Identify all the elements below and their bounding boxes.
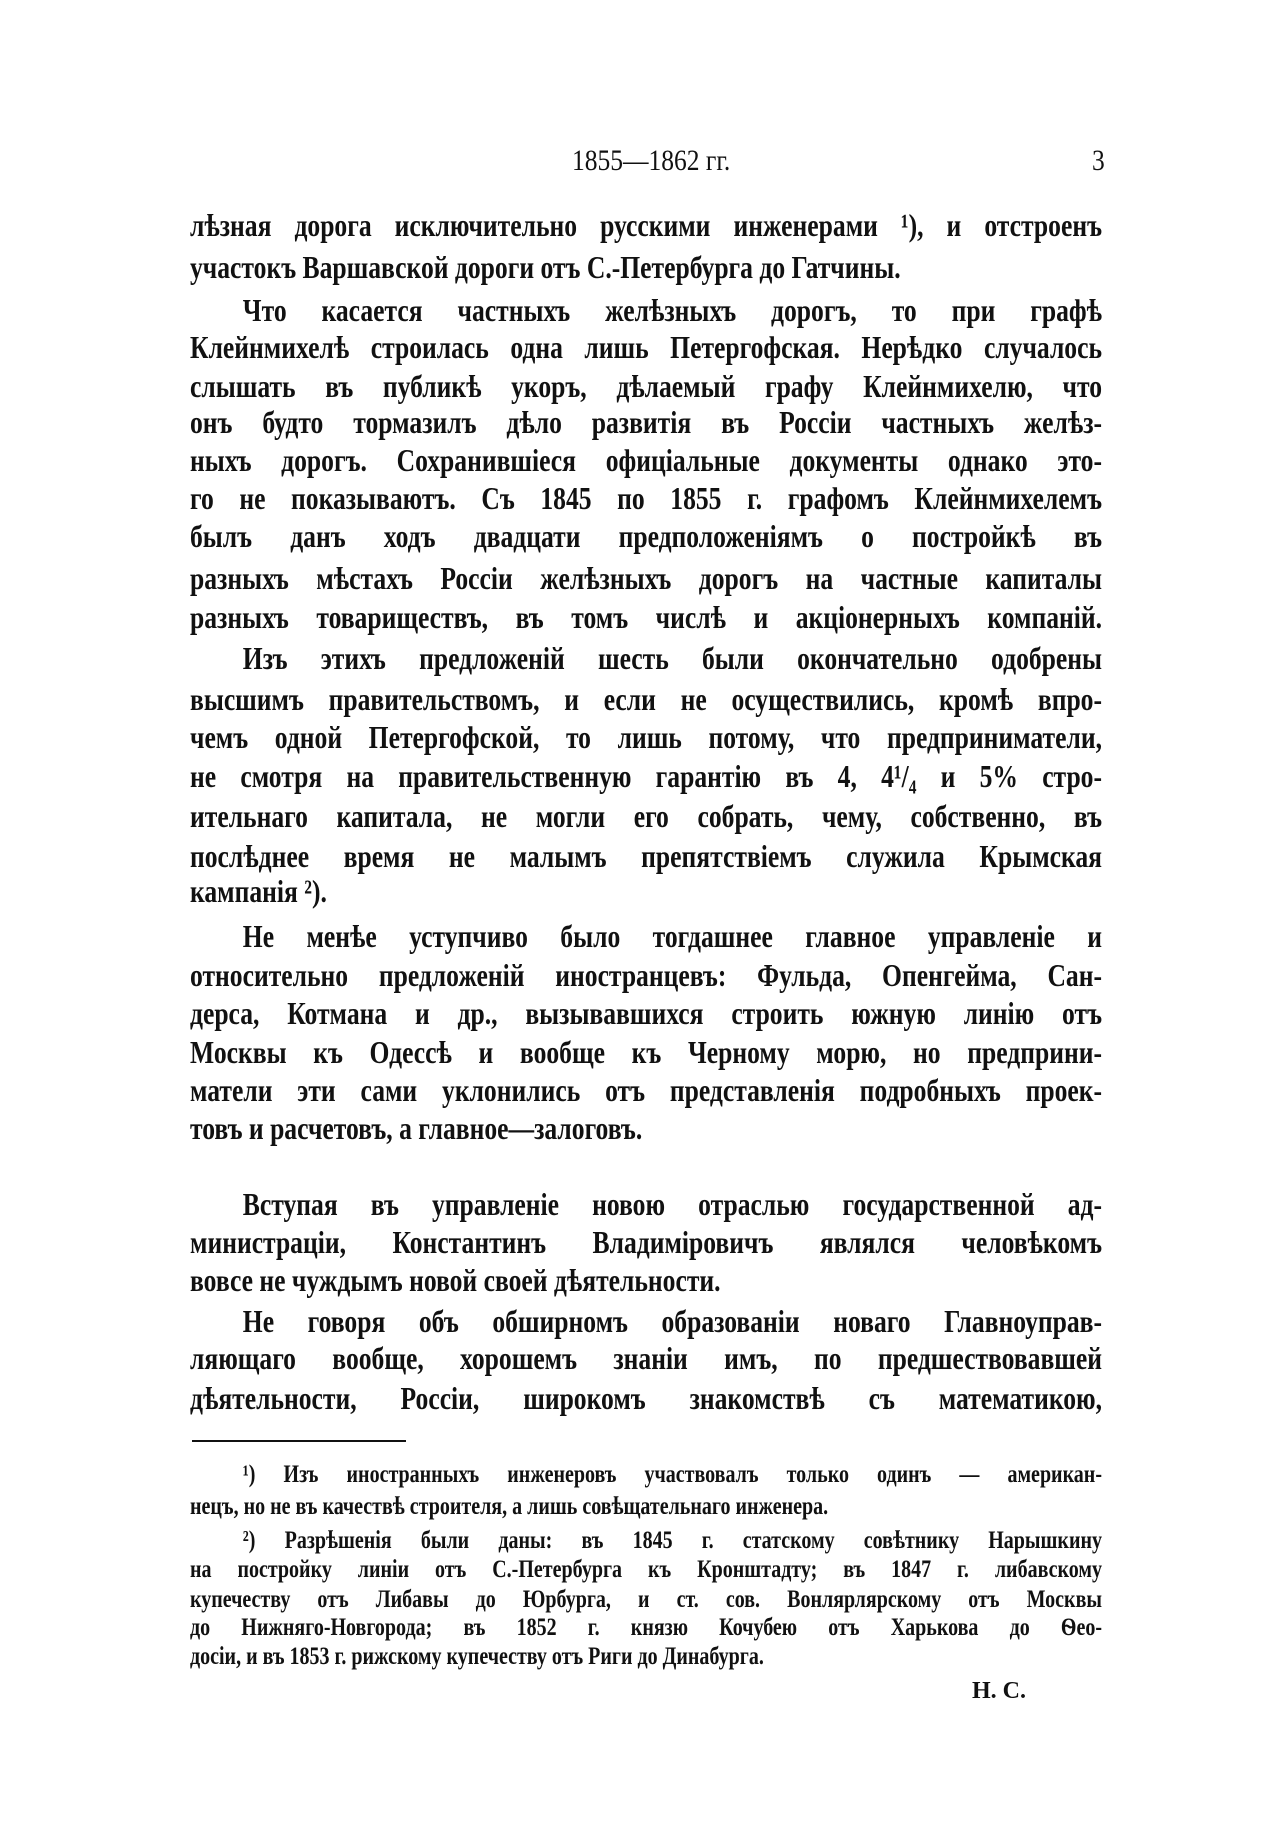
body-line: Москвы къ Одессѣ и вообще къ Черному морю, но предприни-	[190, 1034, 1102, 1070]
signature-initials: Н. С.	[972, 1678, 1026, 1704]
body-line: дѣятельности, Россіи, широкомъ знакомствѣ съ математикою,	[190, 1380, 1102, 1416]
body-line: ляющаго вообще, хорошемъ знаніи имъ, по предшествовавшей	[190, 1340, 1102, 1376]
body-line: Вступая въ управленіе новою отраслью государственной ад-	[242, 1186, 1103, 1222]
footnote-line: ²) Разрѣшенія были даны: въ 1845 г. статскому совѣтнику Нарышкину	[242, 1527, 1103, 1554]
body-line: относительно предложеній иностранцевъ: Фульда, Опенгейма, Сан-	[190, 957, 1102, 993]
body-line: дерса, Котмана и др., вызывавшихся строить южную линію отъ	[190, 995, 1102, 1031]
footnote-separator	[192, 1440, 406, 1442]
body-line: былъ данъ ходъ двадцати предположеніямъ о постройкѣ въ	[190, 518, 1102, 554]
footnote-line: досіи, и въ 1853 г. рижскому купечеству отъ Риги до Динабурга.	[190, 1643, 764, 1670]
body-line: Не менѣе уступчиво было тогдашнее главное управленіе и	[242, 918, 1103, 954]
footnote-line: до Нижняго-Новгорода; въ 1852 г. князю Кочубею отъ Харькова до Ѳео-	[190, 1614, 1102, 1641]
body-line: вовсе не чуждымъ новой своей дѣятельности.	[190, 1262, 721, 1298]
body-line: министраціи, Константинъ Владиміровичъ являлся человѣкомъ	[190, 1224, 1102, 1260]
body-line: кампанія ²).	[190, 873, 327, 909]
footnote-line: ¹) Изъ иностранныхъ инженеровъ участвовалъ только одинъ — американ-	[242, 1461, 1103, 1488]
body-line: чемъ одной Петергофской, то лишь потому, что предприниматели,	[190, 719, 1102, 755]
body-line: не смотря на правительственную гарантію въ 4, 4¹/₄ и 5% стро-	[190, 758, 1102, 794]
body-line: разныхъ мѣстахъ Россіи желѣзныхъ дорогъ на частные капиталы	[190, 560, 1102, 596]
body-line: Изъ этихъ предложеній шесть были окончательно одобрены	[242, 640, 1103, 676]
body-line: лѣзная дорога исключительно русскими инженерами ¹), и отстроенъ	[190, 207, 1102, 243]
body-line: ныхъ дорогъ. Сохранившіеся офиціальные документы однако это-	[190, 442, 1102, 478]
body-line: онъ будто тормазилъ дѣло развитія въ Россіи частныхъ желѣз-	[190, 404, 1102, 440]
body-line: матели эти сами уклонились отъ представленія подробныхъ проек-	[190, 1072, 1102, 1108]
page-number: 3	[1092, 144, 1105, 177]
body-line: товъ и расчетовъ, а главное—залоговъ.	[190, 1110, 643, 1146]
footnote-line: нецъ, но не въ качествѣ строителя, а лишь совѣщательнаго инженера.	[190, 1493, 829, 1520]
body-line: разныхъ товариществъ, въ томъ числѣ и акціонерныхъ компаній.	[190, 599, 1102, 635]
body-line: ительнаго капитала, не могли его собрать, чему, собственно, въ	[190, 798, 1102, 834]
body-line: высшимъ правительствомъ, и если не осуществились, кромѣ впро-	[190, 681, 1102, 717]
body-line: Не говоря объ обширномъ образованіи новаго Главноуправ-	[242, 1303, 1103, 1339]
body-line: участокъ Варшавской дороги отъ С.-Петербурга до Гатчины.	[190, 249, 901, 285]
footnote-line: на постройку линіи отъ С.-Петербурга къ Кронштадту; въ 1847 г. либавскому	[190, 1556, 1102, 1583]
body-line: Клейнмихелѣ строилась одна лишь Петергофская. Нерѣдко случалось	[190, 329, 1102, 365]
body-line: послѣднее время не малымъ препятствіемъ служила Крымская	[190, 838, 1102, 874]
body-line: Что касается частныхъ желѣзныхъ дорогъ, то при графѣ	[242, 292, 1103, 328]
running-header: 1855—1862 гг.	[572, 144, 731, 177]
body-line: го не показываютъ. Съ 1845 по 1855 г. графомъ Клейнмихелемъ	[190, 480, 1102, 516]
footnote-line: купечеству отъ Либавы до Юрбурга, и ст. сов. Вонлярлярскому отъ Москвы	[190, 1586, 1102, 1613]
body-line: слышать въ публикѣ укоръ, дѣлаемый графу Клейнмихелю, что	[190, 368, 1102, 404]
